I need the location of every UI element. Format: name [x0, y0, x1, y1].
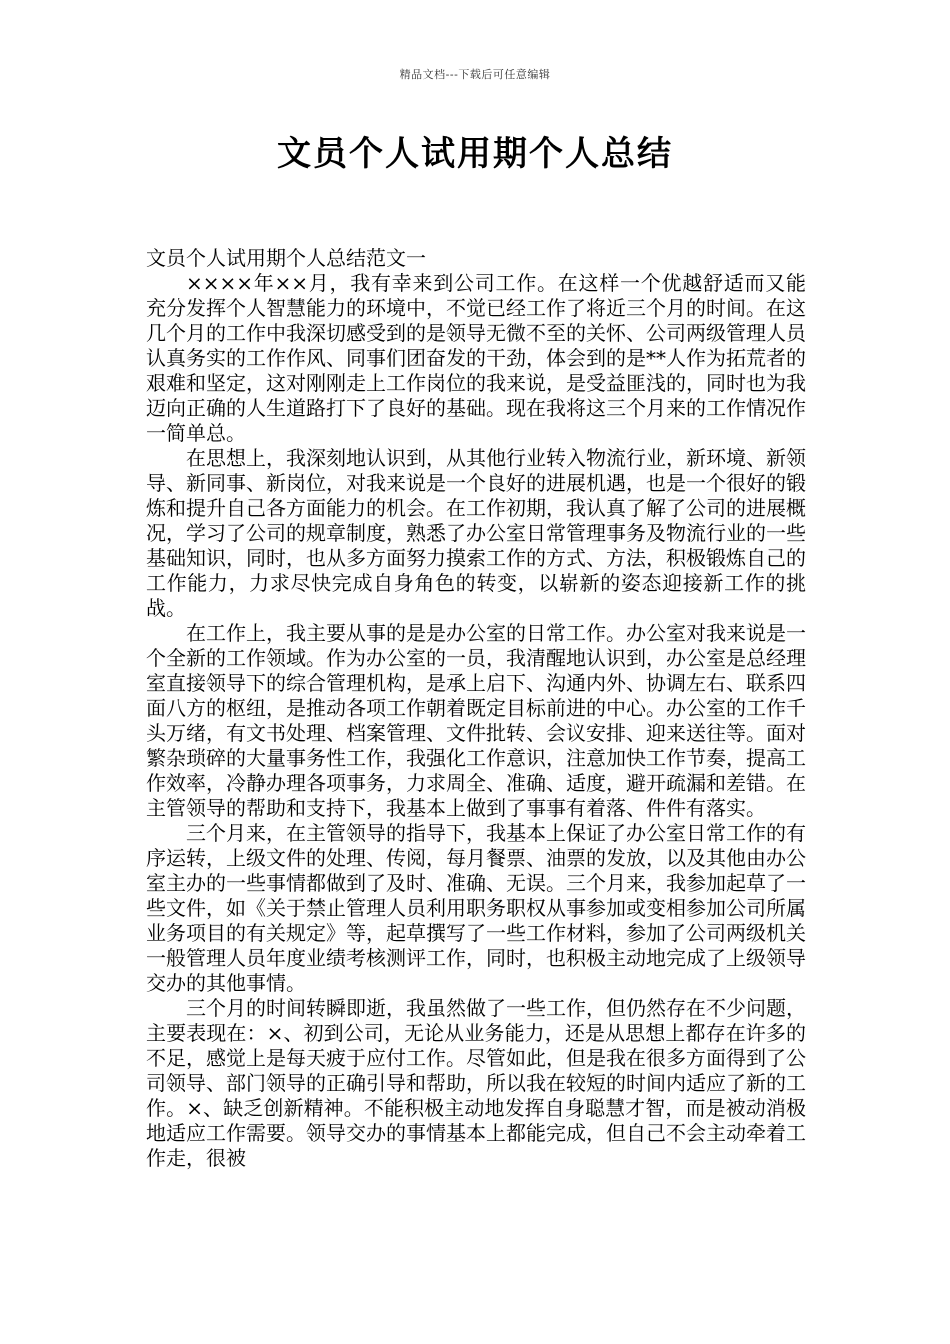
- paragraph-3: 在工作上，我主要从事的是是办公室的日常工作。办公室对我来说是一个全新的工作领域。作为办公室的一员，我清醒地认识到，办公室是总经理室直接领导下的综合管理机构，是承上启下、沟通内外、协调左右、联系四面八方的枢纽，是推动各项工作朝着既定目标前进的中心。办公室的工作千头万绪，有文书处理、档案管理、文件批转、会议安排、迎来送往等。面对繁杂琐碎的大量事务性工作，我强化工作意识，注意加快工作节奏，提高工作效率，冷静办理各项事务，力求周全、准确、适度，避开疏漏和差错。在主管领导的帮助和支持下，我基本上做到了事事有着落、件件有落实。: [146, 621, 806, 820]
- paragraph-2: 在思想上，我深刻地认识到，从其他行业转入物流行业，新环境、新领导、新同事、新岗位，对我来说是一个良好的进展机遇，也是一个很好的锻炼和提升自己各方面能力的机会。在工作初期，我认真了解了公司的进展概况，学习了公司的规章制度，熟悉了办公室日常管理事务及物流行业的一些基础知识，同时，也从多方面努力摸索工作的方式、方法，积极锻炼自己的工作能力，力求尽快完成自身角色的转变，以崭新的姿态迎接新工作的挑战。: [146, 446, 806, 620]
- document-subtitle: 文员个人试用期个人总结范文一: [146, 246, 426, 270]
- paragraph-4: 三个月来，在主管领导的指导下，我基本上保证了办公室日常工作的有序运转，上级文件的处理、传阅，每月餐票、油票的发放，以及其他由办公室主办的一些事情都做到了及时、准确、无误。三个月来，我参加起草了一些文件，如《关于禁止管理人员利用职务职权从事参加或变相参加公司所属业务项目的有关规定》等，起草撰写了一些工作材料，参加了公司两级机关一般管理人员年度业绩考核测评工作，同时，也积极主动地完成了上级领导交办的其他事情。: [146, 821, 806, 995]
- paragraph-1: ××××年××月，我有幸来到公司工作。在这样一个优越舒适而又能充分发挥个人智慧能力的环境中，不觉已经工作了将近三个月的时间。在这几个月的工作中我深切感受到的是领导无微不至的关怀、公司两级管理人员认真务实的工作作风、同事们团奋发的干劲，体会到的是**人作为拓荒者的艰难和坚定，这对刚刚走上工作岗位的我来说，是受益匪浅的，同时也为我迈向正确的人生道路打下了良好的基础。现在我将这三个月来的工作情况作一简单总。: [146, 271, 806, 445]
- document-title: 文员个人试用期个人总结: [277, 134, 673, 174]
- page-header: 精品文档---下载后可任意编辑: [399, 68, 551, 81]
- document-body: [146, 246, 806, 1171]
- paragraph-5: 三个月的时间转瞬即逝，我虽然做了一些工作，但仍然存在不少问题，主要表现在：×、初到公司，无论从业务能力，还是从思想上都存在许多的不足，感觉上是每天疲于应付工作。尽管如此，但是我在很多方面得到了公司领导、部门领导的正确引导和帮助，所以我在较短的时间内适应了新的工作。×、缺乏创新精神。不能积极主动地发挥自身聪慧才智，而是被动消极地适应工作需要。领导交办的事情基本上都能完成，但自己不会主动牵着工作走，很被: [146, 996, 806, 1170]
